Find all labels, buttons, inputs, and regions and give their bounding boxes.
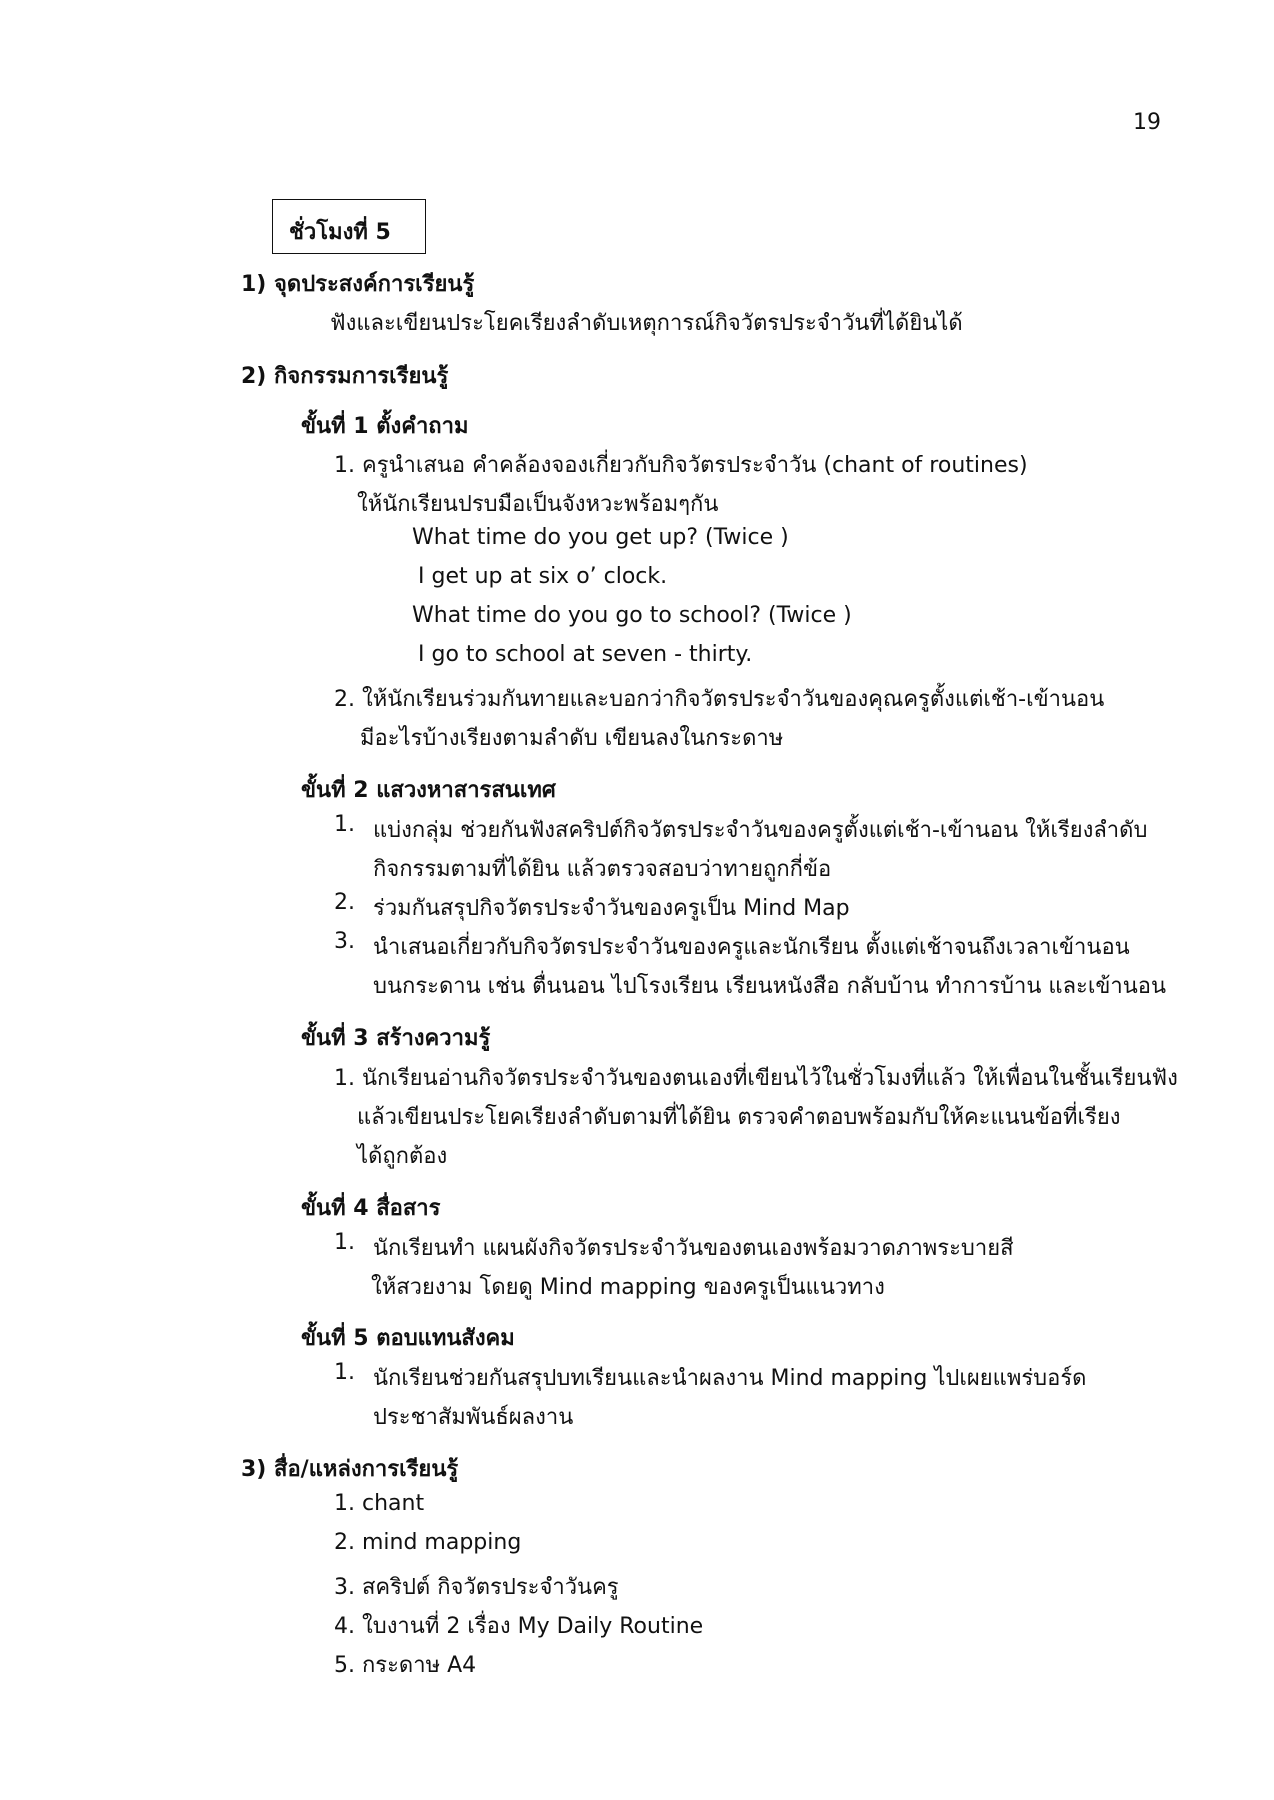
step2-item3-line1: นำเสนอเกี่ยวกับกิจวัตรประจำวันของครูและนักเรียน ตั้งแต่เช้าจนถึงเวลาเข้านอน (373, 935, 1130, 960)
media-item-4: 4. ใบงานที่ 2 เรื่อง My Daily Routine (334, 1614, 704, 1639)
page-number: 19 (1133, 110, 1161, 135)
media-item-2: 2. mind mapping (334, 1530, 522, 1555)
media-item-3: 3. สคริปต์ กิจวัตรประจำวันครู (334, 1575, 619, 1600)
step2-item3-number: 3. (334, 929, 355, 954)
chant-line-4: I go to school at seven - thirty. (418, 642, 753, 667)
step4-heading: ขั้นที่ 4 สื่อสาร (301, 1196, 441, 1221)
step1-heading: ขั้นที่ 1 ตั้งคำถาม (301, 414, 469, 439)
step5-heading: ขั้นที่ 5 ตอบแทนสังคม (301, 1326, 515, 1351)
chant-line-3: What time do you go to school? (Twice ) (412, 603, 852, 628)
step4-item1-line1: นักเรียนทำ แผนผังกิจวัตรประจำวันของตนเองพร้อมวาดภาพระบายสี (373, 1236, 1014, 1261)
step4-item1-line2: ให้สวยงาม โดยดู Mind mapping ของครูเป็นแนวทาง (371, 1275, 885, 1300)
step1-item1-line2: ให้นักเรียนปรบมือเป็นจังหวะพร้อมๆกัน (357, 492, 719, 517)
step2-heading: ขั้นที่ 2 แสวงหาสารสนเทศ (301, 778, 556, 803)
step1-item2-line2: มีอะไรบ้างเรียงตามลำดับ เขียนลงในกระดาษ (360, 726, 784, 751)
step3-item1-line2: แล้วเขียนประโยคเรียงลำดับตามที่ได้ยิน ตรวจคำตอบพร้อมกับให้คะแนนข้อที่เรียง (357, 1105, 1121, 1130)
objectives-heading: 1) จุดประสงค์การเรียนรู้ (241, 272, 475, 297)
step5-item1-number: 1. (334, 1360, 355, 1385)
objectives-text: ฟังและเขียนประโยคเรียงลำดับเหตุการณ์กิจวัตรประจำวันที่ได้ยินได้ (330, 311, 963, 336)
step4-item1-number: 1. (334, 1230, 355, 1255)
step5-item1-line2: ประชาสัมพันธ์ผลงาน (373, 1405, 574, 1430)
step2-item1-line1: แบ่งกลุ่ม ช่วยกันฟังสคริปต์กิจวัตรประจำวันของครูตั้งแต่เช้า-เข้านอน ให้เรียงลำดับ (373, 818, 1148, 843)
hour-label: ชั่วโมงที่ 5 (289, 220, 391, 245)
step5-item1-line1: นักเรียนช่วยกันสรุปบทเรียนและนำผลงาน Mind mapping ไปเผยแพร่บอร์ด (373, 1366, 1087, 1391)
step3-item1-line1: 1. นักเรียนอ่านกิจวัตรประจำวันของตนเองที่เขียนไว้ในชั่วโมงที่แล้ว ให้เพื่อนในชั้นเรียนฟัง (334, 1066, 1178, 1091)
step2-item1-line2: กิจกรรมตามที่ได้ยิน แล้วตรวจสอบว่าทายถูกกี่ข้อ (373, 857, 832, 882)
step1-item2-line1: 2. ให้นักเรียนร่วมกันทายและบอกว่ากิจวัตรประจำวันของคุณครูตั้งแต่เช้า-เข้านอน (334, 687, 1105, 712)
step2-item2-text: ร่วมกันสรุปกิจวัตรประจำวันของครูเป็น Mind Map (373, 896, 850, 921)
step2-item3-line2: บนกระดาน เช่น ตื่นนอน ไปโรงเรียน เรียนหนังสือ กลับบ้าน ทำการบ้าน และเข้านอน (373, 974, 1167, 999)
step3-item1-line3: ได้ถูกต้อง (357, 1144, 448, 1169)
media-item-5: 5. กระดาษ A4 (334, 1653, 477, 1678)
chant-line-1: What time do you get up? (Twice ) (412, 525, 789, 550)
media-item-1: 1. chant (334, 1491, 425, 1516)
step2-item2-number: 2. (334, 890, 355, 915)
step3-heading: ขั้นที่ 3 สร้างความรู้ (301, 1026, 491, 1051)
hour-label-box (272, 199, 426, 254)
chant-line-2: I get up at six o’ clock. (418, 564, 668, 589)
step1-item1-line1: 1. ครูนำเสนอ คำคล้องจองเกี่ยวกับกิจวัตรประจำวัน (chant of routines) (334, 453, 1028, 478)
media-heading: 3) สื่อ/แหล่งการเรียนรู้ (241, 1457, 459, 1482)
activities-heading: 2) กิจกรรมการเรียนรู้ (241, 364, 449, 389)
step2-item1-number: 1. (334, 812, 355, 837)
